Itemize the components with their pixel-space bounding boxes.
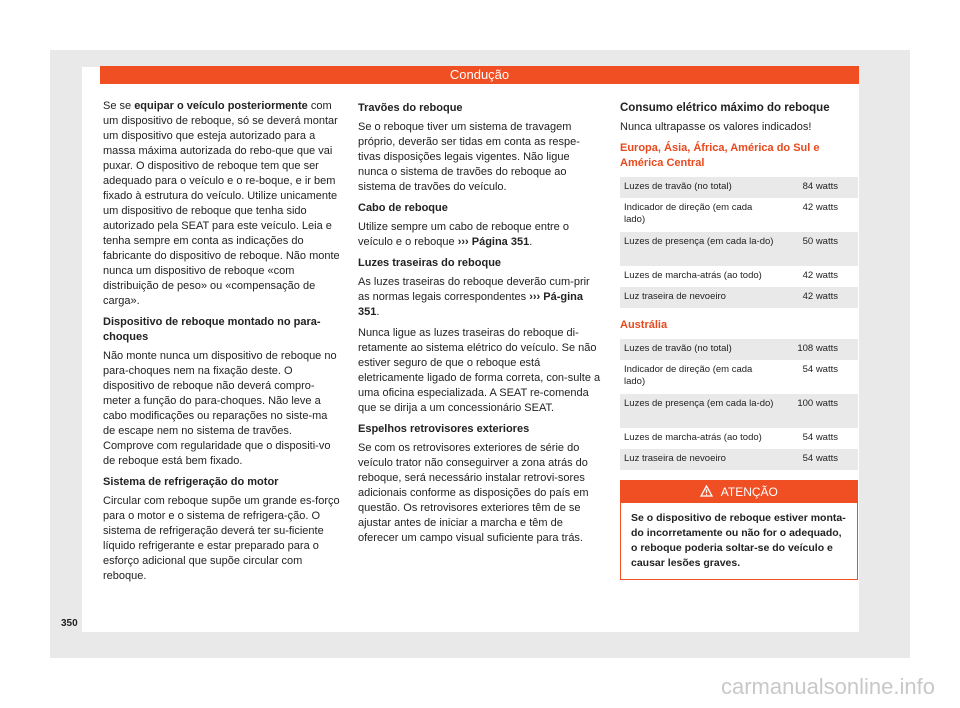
text: Se se: [103, 100, 135, 112]
table-cell-label: Luz traseira de nevoeiro: [620, 449, 778, 470]
paragraph: [103, 99, 341, 309]
paragraph: [358, 275, 601, 320]
table-cell-value: 42 watts: [802, 202, 838, 213]
table-cell-value: 42 watts: [778, 287, 858, 308]
table-cell-label: Luzes de travão (no total): [620, 177, 778, 198]
heading: Luzes traseiras do reboque: [358, 257, 502, 269]
table-cell-label: Indicador de direção (em cada lado): [624, 364, 753, 387]
warning-triangle-icon: [700, 485, 721, 499]
column-middle: [358, 99, 601, 552]
heading: Travões do reboque: [358, 102, 463, 114]
table-cell-value: 54 watts: [778, 449, 858, 470]
table-cell-value: 42 watts: [802, 270, 838, 281]
table-cell-value: 100 watts: [778, 394, 858, 428]
table-cell-value: 50 watts: [778, 232, 858, 266]
text: com um dispositivo de reboque, só se deverá montar um dispositivo que esteja autorizado para a massa máxima autorizada do rebo-que que vai puxar. O dispositivo de reboque tem que ser adequado para o veículo e o re-boque, e ir bem fixado à estrutura do veículo. Utilize unicamente um dispositivo de reboque que tenha sido autorizado pela SEAT para este veículo. Leia e tenha sempre em conta as indicações do fabricante do dispositivo de reboque. Não monte nunca um dispositivo de reboque «com distribuição de peso» ou «compensação de carga».: [103, 100, 340, 307]
page-number: 350: [61, 618, 78, 629]
region-heading: Austrália: [620, 319, 668, 331]
table-cell-value: 54 watts: [802, 432, 838, 443]
section-header: Condução: [100, 66, 859, 84]
warning-box: [620, 480, 858, 580]
paragraph: Se o reboque tiver um sistema de travagem próprio, deverão ser tidas em conta as respe-tivas disposições legais vigentes. Não ligue nunca o sistema de travões do reboque ao sistema de travões do veículo.: [358, 121, 580, 193]
region-heading: Europa, Ásia, África, América do Sul e América Central: [620, 142, 820, 169]
table-row: [620, 360, 858, 394]
table-row: [620, 177, 858, 198]
text: .: [529, 236, 533, 248]
table-row: [620, 394, 858, 428]
table-cell-label: Luzes de presença (em cada la-do): [620, 232, 778, 266]
page-reference-link[interactable]: ››› Pá-gina 351: [358, 291, 583, 318]
table-cell-value: 54 watts: [802, 364, 838, 375]
table-row: [620, 449, 858, 470]
text: Utilize sempre um cabo de reboque entre o veículo e o reboque: [358, 221, 569, 248]
paragraph: Circular com reboque supõe um grande es-forço para o motor e o sistema de refrigera-ção. O sistema de refrigeração deverá ter su-ficiente líquido refrigerante e estar preparado para o esforço adicional que supõe circular com reboque.: [103, 495, 340, 582]
table-row: [620, 266, 858, 287]
warning-text: Se o dispositivo de reboque estiver monta-do incorretamente ou não for o adequado, o reboque poderia soltar-se do veículo e causar lesões graves.: [631, 512, 846, 569]
power-table-australia: [620, 339, 858, 470]
table-cell-label: Luzes de marcha-atrás (ao todo): [624, 270, 762, 281]
table-cell-label: Luzes de marcha-atrás (ao todo): [624, 432, 762, 443]
paragraph: Nunca ligue as luzes traseiras do reboque di-retamente ao sistema elétrico do veículo. Se não estiver seguro de que o reboque está eletricamente ligado de forma correta, con-sulte a uma oficina especializada. A SEAT re-comenda que se dirija a um concessionário SEAT.: [358, 327, 601, 414]
paragraph: Se com os retrovisores exteriores de série do veículo trator não conseguirver a zona atrás do reboque, será necessário instalar retrovi-sores adicionais conforme as disposições do país em questão. Os retrovisores exteriores têm de se ajustar antes de iniciar a marcha e têm de oferecer um campo visual suficiente para trás.: [358, 442, 589, 544]
warning-title: ATENÇÃO: [720, 485, 778, 499]
warning-header: [621, 481, 857, 503]
heading: Cabo de reboque: [358, 202, 448, 214]
power-table-europe: [620, 177, 858, 308]
table-cell-label: Luzes de travão (no total): [620, 339, 778, 360]
table-row: [620, 287, 858, 308]
paragraph: Não monte nunca um dispositivo de reboque no para-choques nem na fixação deste. O dispositivo de reboque não deverá compro-meter a função do para-choques. Não leve a cabo modificações ou reparações no siste-ma de escape nem no sistema de travões. Comprove com regularidade que o dispositi-vo de reboque está bem fixado.: [103, 350, 337, 467]
text: .: [376, 306, 380, 318]
heading: Sistema de refrigeração do motor: [103, 476, 279, 488]
table-row: [620, 339, 858, 360]
heading: Dispositivo de reboque montado no para-choques: [103, 316, 321, 343]
table-cell-label: Luz traseira de nevoeiro: [620, 287, 778, 308]
paragraph: Nunca ultrapasse os valores indicados!: [620, 121, 812, 133]
column-left: [103, 99, 341, 590]
table-cell-value: 84 watts: [778, 177, 858, 198]
column-right: [620, 99, 858, 580]
watermark: carmanualsonline.info: [720, 674, 935, 699]
table-cell-value: 108 watts: [778, 339, 858, 360]
page-reference-link[interactable]: ››› Página 351: [457, 236, 530, 248]
bold-text: equipar o veículo posteriormente: [134, 100, 308, 112]
paragraph: [358, 220, 601, 250]
text: As luzes traseiras do reboque deverão cum-prir as normas legais correspondentes: [358, 276, 590, 303]
table-row: [620, 198, 858, 232]
heading: Consumo elétrico máximo do reboque: [620, 102, 830, 114]
table-row: [620, 428, 858, 449]
table-cell-label: Luzes de presença (em cada la-do): [620, 394, 778, 428]
heading: Espelhos retrovisores exteriores: [358, 423, 530, 435]
table-row: [620, 232, 858, 266]
table-cell-label: Indicador de direção (em cada lado): [624, 202, 753, 225]
